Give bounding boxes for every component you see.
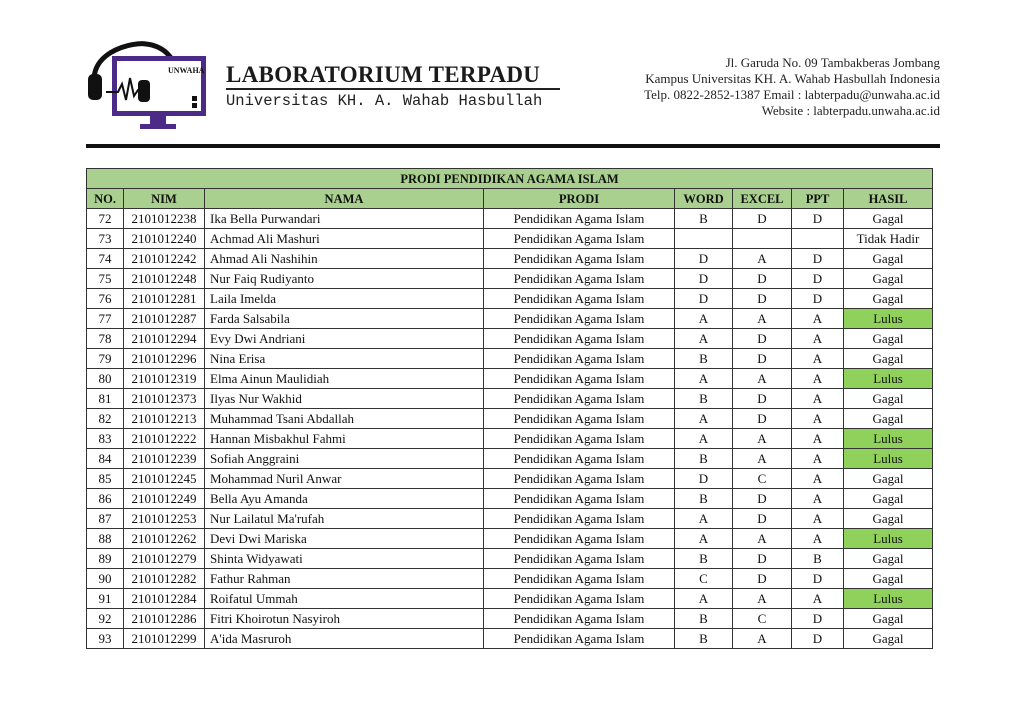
cell-prodi: Pendidikan Agama Islam bbox=[484, 489, 675, 509]
cell-nim: 2101012286 bbox=[124, 609, 205, 629]
cell-nama: Evy Dwi Andriani bbox=[205, 329, 484, 349]
cell-ppt: D bbox=[792, 569, 844, 589]
cell-prodi: Pendidikan Agama Islam bbox=[484, 469, 675, 489]
cell-word: D bbox=[675, 289, 733, 309]
header-rule bbox=[86, 144, 940, 148]
cell-no: 78 bbox=[87, 329, 124, 349]
table-row bbox=[87, 569, 933, 589]
cell-prodi: Pendidikan Agama Islam bbox=[484, 349, 675, 369]
cell-no: 82 bbox=[87, 409, 124, 429]
col-header-word: WORD bbox=[675, 189, 733, 209]
cell-nama: Sofiah Anggraini bbox=[205, 449, 484, 469]
column-header-row bbox=[87, 189, 933, 209]
col-header-prodi: PRODI bbox=[484, 189, 675, 209]
cell-ppt: A bbox=[792, 469, 844, 489]
cell-prodi: Pendidikan Agama Islam bbox=[484, 369, 675, 389]
col-header-excel: EXCEL bbox=[733, 189, 792, 209]
cell-word: A bbox=[675, 589, 733, 609]
cell-excel: A bbox=[733, 629, 792, 649]
cell-no: 91 bbox=[87, 589, 124, 609]
cell-nama: Farda Salsabila bbox=[205, 309, 484, 329]
cell-hasil: Gagal bbox=[844, 269, 933, 289]
cell-excel: D bbox=[733, 389, 792, 409]
table-row bbox=[87, 249, 933, 269]
cell-nama: Devi Dwi Mariska bbox=[205, 529, 484, 549]
cell-word: A bbox=[675, 309, 733, 329]
cell-nim: 2101012248 bbox=[124, 269, 205, 289]
cell-prodi: Pendidikan Agama Islam bbox=[484, 609, 675, 629]
lab-title: LABORATORIUM TERPADU bbox=[226, 62, 541, 87]
cell-nim: 2101012299 bbox=[124, 629, 205, 649]
table-row bbox=[87, 389, 933, 409]
table-row bbox=[87, 269, 933, 289]
table-row bbox=[87, 369, 933, 389]
cell-hasil: Gagal bbox=[844, 249, 933, 269]
cell-nama: Shinta Widyawati bbox=[205, 549, 484, 569]
cell-word: A bbox=[675, 429, 733, 449]
cell-excel: C bbox=[733, 609, 792, 629]
cell-ppt: A bbox=[792, 369, 844, 389]
cell-excel bbox=[733, 229, 792, 249]
cell-ppt bbox=[792, 229, 844, 249]
cell-excel: D bbox=[733, 269, 792, 289]
cell-no: 73 bbox=[87, 229, 124, 249]
cell-nama: Mohammad Nuril Anwar bbox=[205, 469, 484, 489]
campus-line: Kampus Universitas KH. A. Wahab Hasbullah Indonesia bbox=[645, 71, 940, 86]
cell-excel: A bbox=[733, 449, 792, 469]
cell-excel: D bbox=[733, 549, 792, 569]
logo-text: UNWAHA bbox=[168, 66, 205, 75]
cell-nama: Laila Imelda bbox=[205, 289, 484, 309]
cell-nim: 2101012222 bbox=[124, 429, 205, 449]
cell-no: 93 bbox=[87, 629, 124, 649]
col-header-no: NO. bbox=[87, 189, 124, 209]
cell-hasil: Lulus bbox=[844, 309, 933, 329]
cell-nama: Nina Erisa bbox=[205, 349, 484, 369]
cell-hasil: Gagal bbox=[844, 469, 933, 489]
table-row bbox=[87, 409, 933, 429]
cell-prodi: Pendidikan Agama Islam bbox=[484, 529, 675, 549]
cell-prodi: Pendidikan Agama Islam bbox=[484, 569, 675, 589]
cell-no: 87 bbox=[87, 509, 124, 529]
lab-logo bbox=[86, 40, 208, 132]
contact-block bbox=[644, 55, 940, 119]
cell-prodi: Pendidikan Agama Islam bbox=[484, 549, 675, 569]
cell-prodi: Pendidikan Agama Islam bbox=[484, 329, 675, 349]
cell-no: 75 bbox=[87, 269, 124, 289]
cell-ppt: D bbox=[792, 209, 844, 229]
cell-nim: 2101012213 bbox=[124, 409, 205, 429]
cell-nim: 2101012262 bbox=[124, 529, 205, 549]
address-line: Jl. Garuda No. 09 Tambakberas Jombang bbox=[725, 55, 940, 70]
cell-ppt: A bbox=[792, 429, 844, 449]
phone-email-line: Telp. 0822-2852-1387 Email : labterpadu@unwaha.ac.id bbox=[644, 87, 940, 102]
cell-excel: A bbox=[733, 589, 792, 609]
cell-no: 89 bbox=[87, 549, 124, 569]
cell-excel: D bbox=[733, 569, 792, 589]
cell-hasil: Gagal bbox=[844, 349, 933, 369]
cell-nama: A'ida Masruroh bbox=[205, 629, 484, 649]
cell-ppt: A bbox=[792, 509, 844, 529]
cell-nim: 2101012282 bbox=[124, 569, 205, 589]
table-row bbox=[87, 229, 933, 249]
table-row bbox=[87, 629, 933, 649]
cell-hasil: Tidak Hadir bbox=[844, 229, 933, 249]
cell-prodi: Pendidikan Agama Islam bbox=[484, 409, 675, 429]
cell-ppt: A bbox=[792, 349, 844, 369]
cell-word: B bbox=[675, 609, 733, 629]
cell-prodi: Pendidikan Agama Islam bbox=[484, 209, 675, 229]
cell-word: B bbox=[675, 389, 733, 409]
cell-ppt: A bbox=[792, 309, 844, 329]
cell-excel: D bbox=[733, 409, 792, 429]
cell-nama: Bella Ayu Amanda bbox=[205, 489, 484, 509]
cell-no: 77 bbox=[87, 309, 124, 329]
cell-no: 79 bbox=[87, 349, 124, 369]
cell-nim: 2101012284 bbox=[124, 589, 205, 609]
cell-hasil: Gagal bbox=[844, 389, 933, 409]
cell-word: A bbox=[675, 329, 733, 349]
cell-nim: 2101012296 bbox=[124, 349, 205, 369]
cell-word: A bbox=[675, 369, 733, 389]
table-row bbox=[87, 469, 933, 489]
cell-nama: Ahmad Ali Nashihin bbox=[205, 249, 484, 269]
col-header-nama: NAMA bbox=[205, 189, 484, 209]
col-header-nim: NIM bbox=[124, 189, 205, 209]
cell-ppt: A bbox=[792, 589, 844, 609]
cell-ppt: A bbox=[792, 449, 844, 469]
table-row bbox=[87, 349, 933, 369]
cell-ppt: A bbox=[792, 329, 844, 349]
cell-hasil: Lulus bbox=[844, 369, 933, 389]
table-row bbox=[87, 529, 933, 549]
cell-excel: A bbox=[733, 309, 792, 329]
cell-no: 74 bbox=[87, 249, 124, 269]
cell-nama: Nur Lailatul Ma'rufah bbox=[205, 509, 484, 529]
table-row bbox=[87, 329, 933, 349]
cell-hasil: Gagal bbox=[844, 209, 933, 229]
cell-nama: Muhammad Tsani Abdallah bbox=[205, 409, 484, 429]
cell-excel: A bbox=[733, 429, 792, 449]
cell-prodi: Pendidikan Agama Islam bbox=[484, 429, 675, 449]
col-header-ppt: PPT bbox=[792, 189, 844, 209]
cell-no: 83 bbox=[87, 429, 124, 449]
cell-prodi: Pendidikan Agama Islam bbox=[484, 389, 675, 409]
cell-ppt: D bbox=[792, 609, 844, 629]
cell-nim: 2101012240 bbox=[124, 229, 205, 249]
cell-hasil: Gagal bbox=[844, 569, 933, 589]
table-row bbox=[87, 449, 933, 469]
section-title: PRODI PENDIDIKAN AGAMA ISLAM bbox=[87, 169, 933, 189]
cell-prodi: Pendidikan Agama Islam bbox=[484, 449, 675, 469]
cell-excel: D bbox=[733, 209, 792, 229]
cell-word: A bbox=[675, 529, 733, 549]
cell-word: C bbox=[675, 569, 733, 589]
cell-nim: 2101012239 bbox=[124, 449, 205, 469]
col-header-hasil: HASIL bbox=[844, 189, 933, 209]
cell-nim: 2101012279 bbox=[124, 549, 205, 569]
table-row bbox=[87, 549, 933, 569]
cell-hasil: Gagal bbox=[844, 549, 933, 569]
cell-no: 80 bbox=[87, 369, 124, 389]
cell-nim: 2101012319 bbox=[124, 369, 205, 389]
cell-word: B bbox=[675, 449, 733, 469]
website-line: Website : labterpadu.unwaha.ac.id bbox=[761, 103, 940, 118]
cell-word: B bbox=[675, 209, 733, 229]
cell-prodi: Pendidikan Agama Islam bbox=[484, 629, 675, 649]
cell-nama: Elma Ainun Maulidiah bbox=[205, 369, 484, 389]
cell-nama: Roifatul Ummah bbox=[205, 589, 484, 609]
cell-prodi: Pendidikan Agama Islam bbox=[484, 229, 675, 249]
cell-word: B bbox=[675, 349, 733, 369]
cell-excel: D bbox=[733, 349, 792, 369]
cell-word: A bbox=[675, 409, 733, 429]
cell-word: B bbox=[675, 629, 733, 649]
cell-no: 84 bbox=[87, 449, 124, 469]
cell-nama: Hannan Misbakhul Fahmi bbox=[205, 429, 484, 449]
cell-word: D bbox=[675, 269, 733, 289]
cell-ppt: D bbox=[792, 289, 844, 309]
cell-excel: A bbox=[733, 249, 792, 269]
cell-nim: 2101012249 bbox=[124, 489, 205, 509]
cell-hasil: Lulus bbox=[844, 449, 933, 469]
cell-ppt: D bbox=[792, 269, 844, 289]
table-row bbox=[87, 429, 933, 449]
cell-ppt: A bbox=[792, 529, 844, 549]
cell-prodi: Pendidikan Agama Islam bbox=[484, 509, 675, 529]
cell-nim: 2101012253 bbox=[124, 509, 205, 529]
cell-prodi: Pendidikan Agama Islam bbox=[484, 269, 675, 289]
table-row bbox=[87, 489, 933, 509]
cell-nim: 2101012238 bbox=[124, 209, 205, 229]
cell-excel: A bbox=[733, 369, 792, 389]
cell-excel: D bbox=[733, 329, 792, 349]
cell-hasil: Gagal bbox=[844, 409, 933, 429]
cell-word bbox=[675, 229, 733, 249]
cell-word: D bbox=[675, 469, 733, 489]
table-row bbox=[87, 309, 933, 329]
cell-nama: Fathur Rahman bbox=[205, 569, 484, 589]
cell-ppt: A bbox=[792, 389, 844, 409]
title-underline bbox=[226, 88, 560, 90]
cell-hasil: Lulus bbox=[844, 589, 933, 609]
cell-excel: A bbox=[733, 529, 792, 549]
cell-no: 76 bbox=[87, 289, 124, 309]
cell-hasil: Gagal bbox=[844, 489, 933, 509]
table-row bbox=[87, 609, 933, 629]
results-table bbox=[86, 168, 933, 649]
cell-word: B bbox=[675, 489, 733, 509]
cell-word: B bbox=[675, 549, 733, 569]
cell-no: 88 bbox=[87, 529, 124, 549]
cell-nim: 2101012242 bbox=[124, 249, 205, 269]
cell-excel: D bbox=[733, 289, 792, 309]
cell-hasil: Gagal bbox=[844, 329, 933, 349]
cell-hasil: Lulus bbox=[844, 429, 933, 449]
cell-word: A bbox=[675, 509, 733, 529]
cell-excel: D bbox=[733, 489, 792, 509]
cell-hasil: Gagal bbox=[844, 609, 933, 629]
cell-excel: D bbox=[733, 509, 792, 529]
cell-ppt: A bbox=[792, 489, 844, 509]
cell-nim: 2101012245 bbox=[124, 469, 205, 489]
cell-nama: Fitri Khoirotun Nasyiroh bbox=[205, 609, 484, 629]
cell-ppt: B bbox=[792, 549, 844, 569]
cell-word: D bbox=[675, 249, 733, 269]
table-row bbox=[87, 589, 933, 609]
lab-subtitle: Universitas KH. A. Wahab Hasbullah bbox=[226, 92, 543, 110]
cell-nama: Nur Faiq Rudiyanto bbox=[205, 269, 484, 289]
cell-no: 85 bbox=[87, 469, 124, 489]
cell-prodi: Pendidikan Agama Islam bbox=[484, 589, 675, 609]
cell-nim: 2101012287 bbox=[124, 309, 205, 329]
cell-no: 92 bbox=[87, 609, 124, 629]
cell-no: 81 bbox=[87, 389, 124, 409]
cell-hasil: Gagal bbox=[844, 289, 933, 309]
table-row bbox=[87, 509, 933, 529]
cell-excel: C bbox=[733, 469, 792, 489]
cell-nama: Ilyas Nur Wakhid bbox=[205, 389, 484, 409]
cell-no: 86 bbox=[87, 489, 124, 509]
cell-nim: 2101012281 bbox=[124, 289, 205, 309]
cell-ppt: D bbox=[792, 629, 844, 649]
cell-nama: Achmad Ali Mashuri bbox=[205, 229, 484, 249]
cell-prodi: Pendidikan Agama Islam bbox=[484, 309, 675, 329]
cell-no: 72 bbox=[87, 209, 124, 229]
cell-nim: 2101012373 bbox=[124, 389, 205, 409]
table-row bbox=[87, 289, 933, 309]
cell-hasil: Gagal bbox=[844, 629, 933, 649]
cell-no: 90 bbox=[87, 569, 124, 589]
cell-prodi: Pendidikan Agama Islam bbox=[484, 289, 675, 309]
cell-nim: 2101012294 bbox=[124, 329, 205, 349]
table-row bbox=[87, 209, 933, 229]
cell-hasil: Lulus bbox=[844, 529, 933, 549]
cell-hasil: Gagal bbox=[844, 509, 933, 529]
cell-ppt: A bbox=[792, 409, 844, 429]
cell-ppt: D bbox=[792, 249, 844, 269]
cell-prodi: Pendidikan Agama Islam bbox=[484, 249, 675, 269]
cell-nama: Ika Bella Purwandari bbox=[205, 209, 484, 229]
